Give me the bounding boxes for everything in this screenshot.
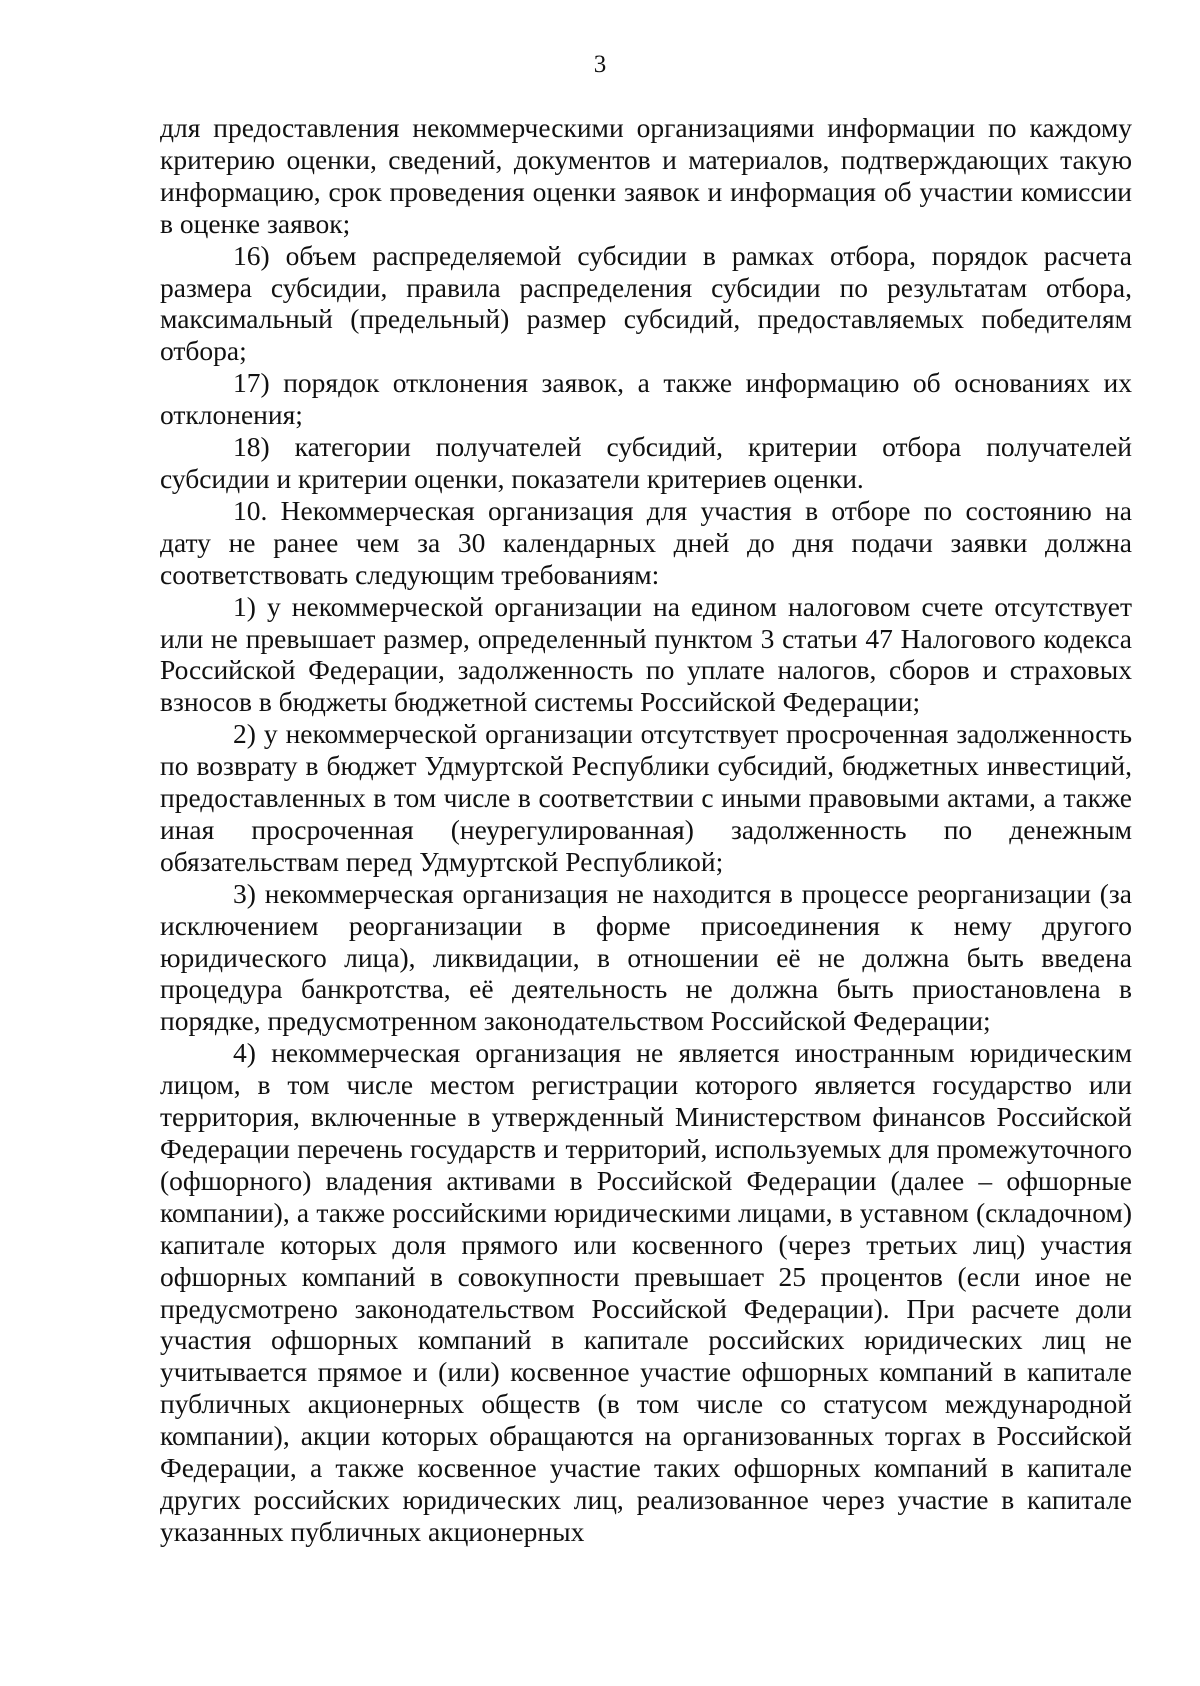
paragraph: 3) некоммерческая организация не находится в процессе реорганизации (за исключением реорганизации в форме присоединения к нему другого юридического лица), ликвидации, в отношении её не должна быть введена процедура банкротства, её деятельность не должна быть приостановлена в порядке, предусмотренном законодательством Российской Федерации; — [160, 877, 1132, 1037]
paragraph: 18) категории получателей субсидий, критерии отбора получателей субсидии и критерии оценки, показатели критериев оценки. — [160, 431, 1132, 494]
paragraph: для предоставления некоммерческими организациями информации по каждому критерию оценки, сведений, документов и материалов, подтверждающих такую информацию, срок проведения оценки заявок и информация об участии комиссии в оценке заявок; — [160, 112, 1132, 239]
page-number: 3 — [593, 51, 607, 78]
paragraph: 1) у некоммерческой организации на едином налоговом счете отсутствует или не превышает размер, определенный пунктом 3 статьи 47 Налогового кодекса Российской Федерации, задолженность по уплате налогов, сборов и страховых взносов в бюджеты бюджетной системы Российской Федерации; — [160, 590, 1132, 718]
document-body — [160, 112, 1132, 1548]
paragraph: 2) у некоммерческой организации отсутствует просроченная задолженность по возврату в бюджет Удмуртской Республики субсидий, бюджетных инвестиций, предоставленных в том числе в соответствии с иными правовыми актами, а также иная просроченная (неурегулированная) задолженность по денежным обязательствам перед Удмуртской Республикой; — [160, 718, 1132, 877]
paragraph: 16) объем распределяемой субсидии в рамках отбора, порядок расчета размера субсидии, правила распределения субсидии по результатам отбора, максимальный (предельный) размер субсидий, предоставляемых победителям отбора; — [160, 239, 1132, 367]
paragraph: 17) порядок отклонения заявок, а также информацию об основаниях их отклонения; — [160, 367, 1132, 431]
paragraph: 10. Некоммерческая организация для участия в отборе по состоянию на дату не ранее чем за 30 календарных дней до дня подачи заявки должна соответствовать следующим требованиям: — [160, 494, 1132, 590]
paragraph: 4) некоммерческая организация не является иностранным юридическим лицом, в том числе местом регистрации которого является государство или территория, включенные в утвержденный Министерством финансов Российской Федерации перечень государств и территорий, используемых для промежуточного (офшорного) владения активами в Российской Федерации (далее – офшорные компании), а также российскими юридическими лицами, в уставном (складочном) капитале которых доля прямого или косвенного (через третьих лиц) участия офшорных компаний в совокупности превышает 25 процентов (если иное не предусмотрено законодательством Российской Федерации). При расчете доли участия офшорных компаний в капитале российских юридических лиц не учитывается прямое и (или) косвенное участие офшорных компаний в капитале публичных акционерных обществ (в том числе со статусом международной компании), акции которых обращаются на организованных торгах в Российской Федерации, а также косвенное участие таких офшорных компаний в капитале других российских юридических лиц, реализованное через участие в капитале указанных публичных акционерных — [160, 1037, 1132, 1547]
